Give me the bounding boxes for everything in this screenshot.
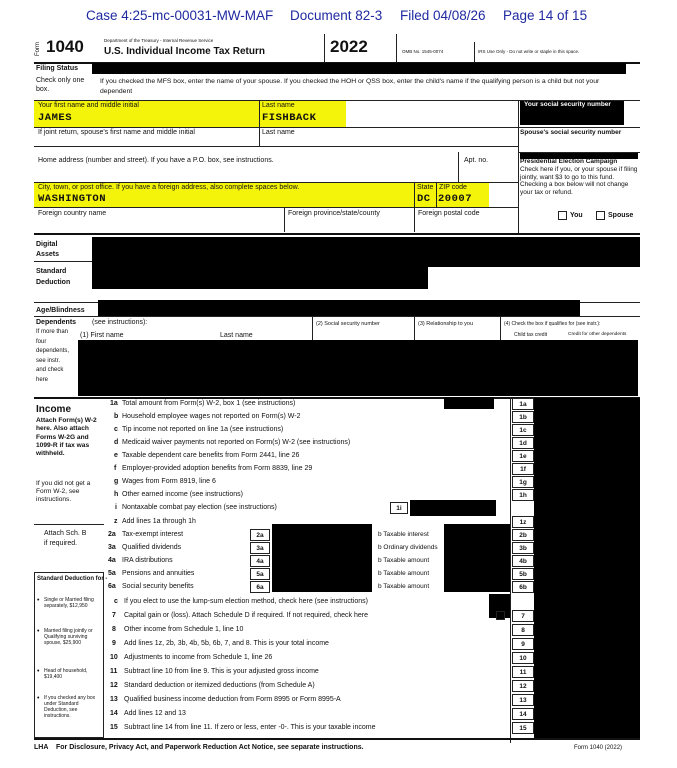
- zip-value: 20007: [438, 193, 473, 205]
- child-tax-credit-col: Child tax credit: [514, 332, 548, 338]
- spouse-first-label: If joint return, spouse's first name and middle initial: [38, 129, 195, 136]
- form-label: Form: [35, 42, 41, 56]
- form-1040: [34, 34, 640, 754]
- line-number: f: [114, 465, 117, 472]
- form-number: 1040: [46, 37, 84, 56]
- state-value: DC: [417, 193, 431, 205]
- line-number: 15: [110, 724, 118, 731]
- line-number: 12: [110, 682, 118, 689]
- std-ded-mfj: Married filing jointly or Qualifying surviving spouse, $25,900: [44, 628, 93, 646]
- line-text: Social security benefits: [122, 583, 194, 590]
- digital-assets-label: Digital Assets: [36, 241, 59, 258]
- election-text: Check here if you, or your spouse if filing jointly, want $3 to go to this fund. Checking a box below will not change your tax or refund.: [520, 166, 638, 196]
- disclosure-notice: For Disclosure, Privacy Act, and Paperwork Reduction Act Notice, see separate instructions.: [56, 744, 364, 751]
- line-text: Subtract line 14 from line 11. If zero or less, enter -0-. This is your taxable income: [124, 724, 376, 731]
- std-ded-single: Single or Married filing separately, $12,950: [44, 597, 94, 609]
- line-box: 1c: [512, 424, 534, 436]
- line-box: 10: [512, 652, 534, 664]
- line-text: Add lines 1a through 1h: [122, 518, 196, 525]
- line-number: 10: [110, 654, 118, 661]
- bullet-icon: •: [37, 628, 40, 635]
- line-text-b: b Taxable amount: [378, 557, 430, 564]
- line-box: 7: [512, 610, 534, 622]
- line-text: Tip income not reported on line 1a (see instructions): [122, 426, 284, 433]
- line-number: 14: [110, 710, 118, 717]
- line-text: IRA distributions: [122, 557, 173, 564]
- redaction: [98, 300, 580, 316]
- line-box: 3a: [250, 542, 270, 554]
- redaction: [444, 397, 494, 409]
- line-text-b: b Taxable amount: [378, 570, 430, 577]
- filed-date: Filed 04/08/26: [400, 8, 486, 23]
- line-number: 11: [110, 668, 118, 675]
- election-you-label: You: [570, 212, 583, 219]
- line-text: Qualified business income deduction from Form 8995 or Form 8995-A: [124, 696, 341, 703]
- line-text: Taxable dependent care benefits from Form 2441, line 26: [122, 452, 300, 459]
- case-number: Case 4:25-mc-00031-MW-MAF: [86, 8, 274, 23]
- line-text: Capital gain or (loss). Attach Schedule D if required. If not required, check here: [124, 612, 368, 619]
- line-box: 1h: [512, 489, 534, 501]
- foreign-country-label: Foreign country name: [38, 210, 107, 217]
- state-label: State: [417, 184, 434, 191]
- election-you-checkbox[interactable]: [558, 211, 567, 220]
- line-text: Standard deduction or itemized deductions (from Schedule A): [124, 682, 315, 689]
- line-box: 1e: [512, 450, 534, 462]
- bullet-icon: •: [37, 597, 40, 604]
- line-text: Qualified dividends: [122, 544, 182, 551]
- home-address-label: Home address (number and street). If you have a P.O. box, see instructions.: [38, 157, 274, 164]
- case-header: [0, 6, 677, 24]
- redaction: [92, 267, 428, 289]
- last-name-label: Last name: [262, 102, 295, 109]
- line-box: 3b: [512, 542, 534, 554]
- redaction: [444, 524, 510, 592]
- filing-status-label: Filing Status: [36, 65, 78, 72]
- line-number: c: [114, 426, 118, 433]
- foreign-province-label: Foreign province/state/county: [288, 210, 380, 217]
- line-number: z: [114, 518, 118, 525]
- dependents-relationship-col: (3) Relationship to you: [418, 321, 474, 327]
- election-title: Presidential Election Campaign: [520, 158, 618, 165]
- line-number: d: [114, 439, 119, 446]
- line-text: Nontaxable combat pay election (see instructions): [122, 504, 277, 511]
- foreign-postal-label: Foreign postal code: [418, 210, 480, 217]
- lha-label: LHA: [34, 744, 49, 751]
- line-number: 2a: [108, 531, 116, 538]
- line-text: Employer-provided adoption benefits from Form 8839, line 29: [122, 465, 313, 472]
- document-number: Document 82-3: [290, 8, 383, 23]
- line-number: 4a: [108, 557, 116, 564]
- spouse-last-label: Last name: [262, 129, 295, 136]
- line-box: 5b: [512, 568, 534, 580]
- omb-number: OMB No. 1545-0074: [402, 49, 444, 54]
- income-title: Income: [36, 404, 72, 415]
- dependents-redaction: [78, 340, 638, 396]
- city-value: WASHINGTON: [38, 193, 107, 205]
- line-number: c: [114, 598, 118, 605]
- spouse-ssn-label: Spouse's social security number: [520, 129, 622, 136]
- line-box: 1a: [512, 398, 534, 410]
- line-number: 8: [112, 626, 116, 633]
- std-ded-title: Standard Deduction for -: [37, 576, 108, 582]
- line-text: Household employee wages not reported on Form(s) W-2: [122, 413, 301, 420]
- first-name-label: Your first name and middle initial: [38, 102, 139, 109]
- dependents-last-name-col: Last name: [220, 332, 253, 339]
- line-box: 2b: [512, 529, 534, 541]
- dependents-ssn-col: (2) Social security number: [316, 321, 380, 327]
- redaction: [410, 500, 496, 516]
- standard-deduction-label: Standard Deduction: [36, 268, 71, 286]
- line-1i-box: 1i: [390, 502, 408, 514]
- line-box: 1f: [512, 463, 534, 475]
- line-number: 13: [110, 696, 118, 703]
- line-box: 1z: [512, 516, 534, 528]
- redaction: [272, 524, 372, 592]
- line-box: 1d: [512, 437, 534, 449]
- line-number: g: [114, 478, 119, 485]
- form-reference: Form 1040 (2022): [574, 745, 623, 751]
- line-box: 8: [512, 624, 534, 636]
- line-text-b: b Ordinary dividends: [378, 544, 438, 551]
- city-label: City, town, or post office. If you have a foreign address, also complete spaces below.: [38, 184, 300, 191]
- line-text-b: b Taxable interest: [378, 531, 429, 538]
- line-box: 4a: [250, 555, 270, 567]
- line-number: 6a: [108, 583, 116, 590]
- line-box: 4b: [512, 555, 534, 567]
- redaction: [92, 237, 640, 267]
- line-box: 13: [512, 694, 534, 706]
- line-text: Total amount from Form(s) W-2, box 1 (see instructions): [122, 400, 296, 407]
- line-number: 1a: [110, 400, 118, 407]
- irs-use-only: IRS Use Only - Do not write or staple in this space.: [478, 49, 580, 54]
- redaction: [92, 63, 626, 74]
- other-dependents-credit-col: Credit for other dependents: [568, 332, 627, 337]
- line-box: 6a: [250, 581, 270, 593]
- line-text: Medicaid waiver payments not reported on Form(s) W-2 (see instructions): [122, 439, 351, 446]
- line-text: Add lines 1z, 2b, 3b, 4b, 5b, 6b, 7, and 8. This is your total income: [124, 640, 329, 647]
- line-number: 7: [112, 612, 116, 619]
- line-number: e: [114, 452, 118, 459]
- line-box: 1g: [512, 476, 534, 488]
- line-box: 6b: [512, 581, 534, 593]
- line-box: 12: [512, 680, 534, 692]
- line-text: Other income from Schedule 1, line 10: [124, 626, 244, 633]
- line-box: 2a: [250, 529, 270, 541]
- line-box: 1b: [512, 411, 534, 423]
- line-box: 14: [512, 708, 534, 720]
- bullet-icon: •: [37, 695, 40, 702]
- dependents-qualify-col: (4) Check the box if qualifies for (see instr.):: [504, 321, 601, 327]
- line-7-checkbox[interactable]: [496, 611, 505, 620]
- ssn-label: Your social security number: [524, 101, 611, 108]
- line-text: Pensions and annuities: [122, 570, 195, 577]
- line-text: If you elect to use the lump-sum election method, check here (see instructions): [124, 598, 368, 605]
- line-text: Subtract line 10 from line 9. This is your adjusted gross income: [124, 668, 319, 675]
- line-text: Wages from Form 8919, line 6: [122, 478, 216, 485]
- election-spouse-label: Spouse: [608, 212, 634, 219]
- bullet-icon: •: [37, 668, 40, 675]
- no-w2-note: If you did not get a Form W-2, see instructions.: [36, 480, 91, 504]
- attach-sch-b-note: Attach Sch. B if required.: [44, 530, 87, 547]
- zip-label: ZIP code: [439, 184, 467, 191]
- line-box: 15: [512, 722, 534, 734]
- tax-year: 2022: [330, 37, 368, 56]
- page-number: Page 14 of 15: [503, 8, 588, 23]
- line-number: 9: [112, 640, 116, 647]
- line-number: h: [114, 491, 119, 498]
- line-text: Tax-exempt interest: [122, 531, 184, 538]
- line-box: 5a: [250, 568, 270, 580]
- line-number: b: [114, 413, 119, 420]
- line-number: 3a: [108, 544, 116, 551]
- filing-status-note: If you checked the MFS box, enter the name of your spouse. If you checked the HOH or QSS box, enter the child's name if the qualifying person is a child but not your dependent: [100, 78, 600, 95]
- line-number: i: [115, 504, 117, 511]
- line-number: 5a: [108, 570, 116, 577]
- form-title: U.S. Individual Income Tax Return: [104, 46, 265, 57]
- amounts-redaction: [534, 398, 640, 738]
- std-ded-hoh: Head of household, $19,400: [44, 668, 88, 680]
- line-text: Adjustments to income from Schedule 1, line 26: [124, 654, 273, 661]
- age-blindness-label: Age/Blindness: [36, 307, 85, 314]
- line-text: Other earned income (see instructions): [122, 491, 243, 498]
- dependents-label: Dependents: [36, 319, 77, 326]
- line-box: 9: [512, 638, 534, 650]
- line-text-b: b Taxable amount: [378, 583, 430, 590]
- department-text: Department of the Treasury - Internal Revenue Service: [104, 38, 214, 43]
- dependents-more-note: If more than four dependents, see instr. and check here: [36, 329, 70, 383]
- dependents-suffix: (see instructions):: [92, 319, 148, 326]
- attach-w2-note: Attach Form(s) W-2 here. Also attach Forms W-2G and 1099-R if tax was withheld.: [36, 417, 97, 458]
- std-ded-any-box: If you checked any box under Standard Deduction, see instructions.: [44, 695, 96, 719]
- dependents-first-name-col: (1) First name: [80, 332, 124, 339]
- line-text: Add lines 12 and 13: [124, 710, 186, 717]
- line-box: 11: [512, 666, 534, 678]
- election-spouse-checkbox[interactable]: [596, 211, 605, 220]
- last-name-value: FISHBACK: [262, 112, 317, 124]
- apt-label: Apt. no.: [464, 157, 489, 164]
- first-name-value: JAMES: [38, 112, 73, 124]
- check-only-text: Check only one box.: [36, 77, 85, 93]
